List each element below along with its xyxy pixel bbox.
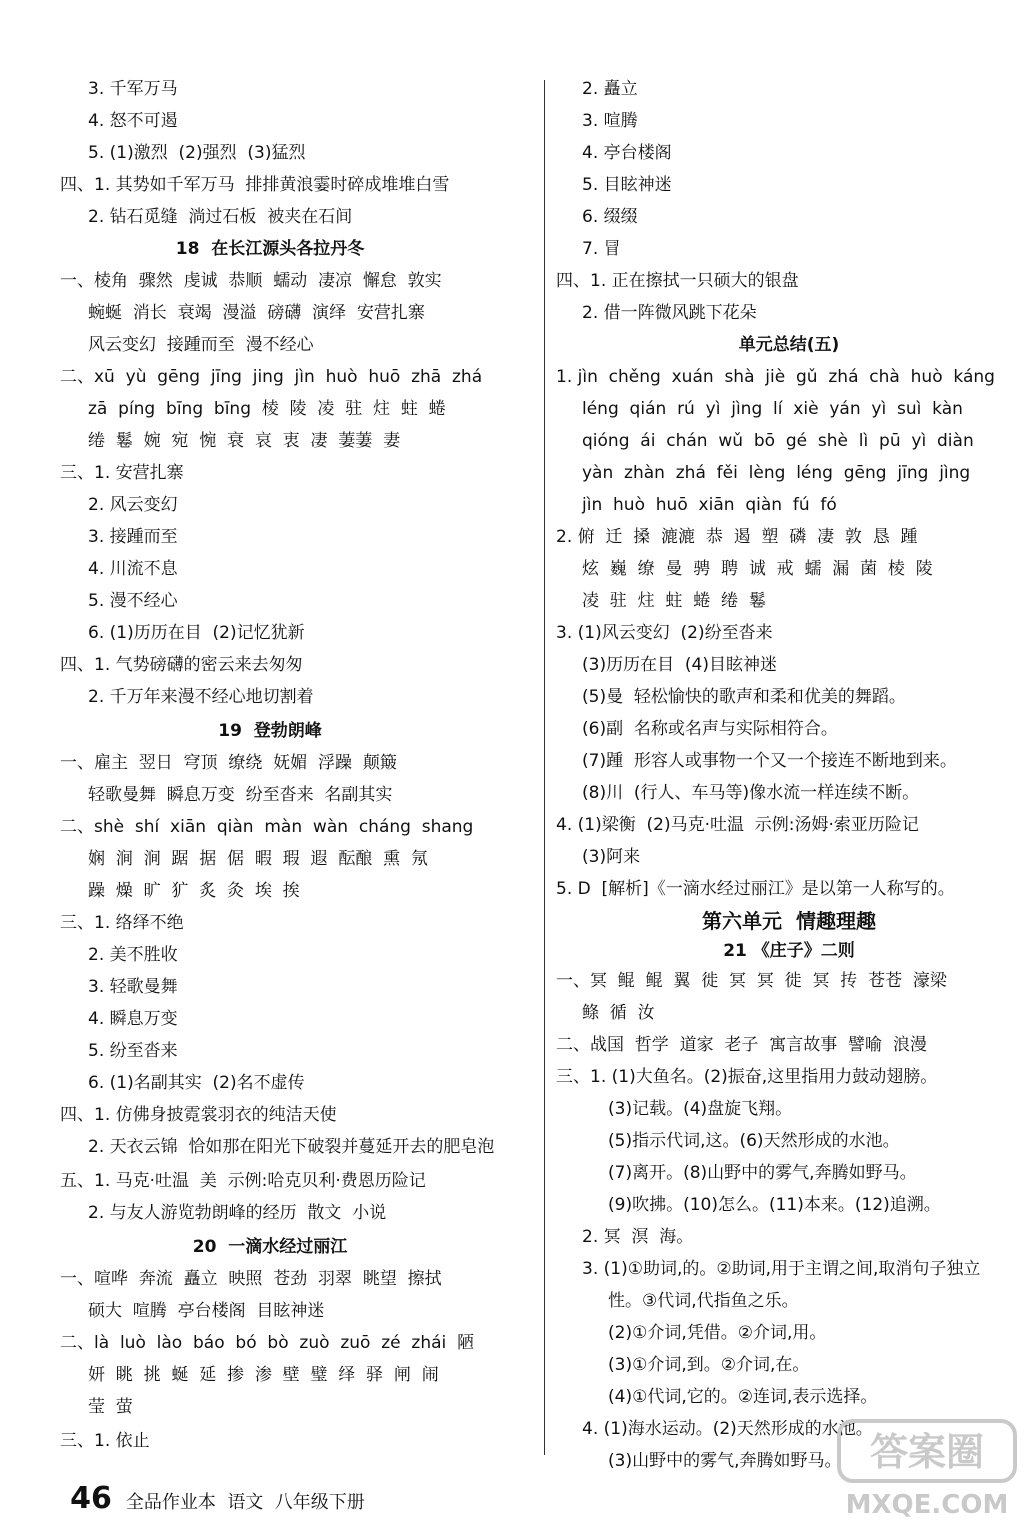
answer-line: (3)记载。(4)盘旋飞翔。 [608,1099,793,1119]
unit-summary-heading: 单元总结(五) [738,335,840,355]
answer-line: 莹 萤 [88,1397,133,1417]
answer-line: 躁 燥 旷 犷 炙 灸 埃 挨 [88,881,300,901]
answer-line: 五、1. 马克·吐温 美 示例:哈克贝利·费恩历险记 [60,1171,426,1191]
answer-line: 3. 千军万马 [88,79,178,99]
answer-line: 硕大 喧腾 亭台楼阁 目眩神迷 [88,1301,325,1321]
answer-line: 凌 驻 炷 蛀 蜷 绻 鬈 [582,591,766,611]
answer-line: 三、1. (1)大鱼名。(2)振奋,这里指用力鼓动翅膀。 [556,1067,938,1087]
answer-line: 蜿蜒 消长 衰竭 漫溢 磅礴 演绎 安营扎寨 [88,303,425,323]
answer-line: 二、xū yù gēng jīng jing jìn huò huō zhā zhá [60,367,483,387]
answer-line: 3. 喧腾 [582,111,638,131]
answer-line: (7)踵 形容人或事物一个又一个接连不断地到来。 [582,751,957,771]
answer-line: 2. 冥 溟 海。 [582,1227,694,1247]
answer-line: qióng ái chán wǔ bō gé shè lì pū yì diàn [582,431,974,451]
answer-line: 性。③代词,代指鱼之乐。 [608,1291,799,1311]
answer-line: (3)①介词,到。②介词,在。 [608,1355,810,1375]
answer-line: yàn zhàn zhá fěi lèng léng gēng jīng jìng [582,463,971,483]
answer-line: 2. 俯 迁 搡 漉漉 恭 遏 塑 磷 凄 敦 恳 踵 [556,527,918,547]
answer-line: 妍 眺 挑 蜒 延 掺 渗 壁 璧 绎 驿 闸 闹 [88,1365,439,1385]
answer-line: 6. (1)名副其实 (2)名不虚传 [88,1073,305,1093]
answer-line: 6. 缀缀 [582,207,638,227]
answer-line: 绻 鬈 婉 宛 惋 衰 哀 衷 凄 萋萋 妻 [88,431,401,451]
answer-line: (2)①介词,凭借。②介词,用。 [608,1323,827,1343]
answer-line: 4. 亭台楼阁 [582,143,672,163]
answer-line: 2. 钻石觅缝 淌过石板 被夹在石间 [88,207,353,227]
answer-line: 4. 川流不息 [88,559,178,579]
answer-line: 2. 与友人游览勃朗峰的经历 散文 小说 [88,1203,387,1223]
answer-line: 二、là luò lào báo bó bò zuò zuō zé zhái 陋 [60,1333,475,1353]
answer-line: 4. 怒不可遏 [88,111,178,131]
answer-line: (6)副 名称或名声与实际相符合。 [582,719,838,739]
answer-line: 四、1. 其势如千军万马 排排黄浪霎时碎成堆堆白雪 [60,175,450,195]
answer-line: 7. 冒 [582,239,621,259]
watermark-logo [835,1415,1020,1525]
answer-line: (9)吹拂。(10)怎么。(11)本来。(12)追溯。 [608,1195,941,1215]
answer-line: 四、1. 气势磅礴的密云来去匆匆 [60,655,303,675]
answer-line: 5. 目眩神迷 [582,175,672,195]
answer-line: 5. 漫不经心 [88,591,178,611]
answer-line: 5. (1)激烈 (2)强烈 (3)猛烈 [88,143,306,163]
answer-line: 三、1. 安营扎寨 [60,463,184,483]
answer-line: 风云变幻 接踵而至 漫不经心 [88,335,314,355]
page-number: 46 [70,1481,112,1516]
answer-line: 3. 轻歌曼舞 [88,977,178,997]
answer-line: 三、1. 络绎不绝 [60,913,184,933]
answer-line: (3)历历在目 (4)目眩神迷 [582,655,777,675]
answer-line: 2. 借一阵微风跳下花朵 [582,303,757,323]
answer-line: 3. (1)①助词,的。②助词,用于主谓之间,取消句子独立 [582,1259,981,1279]
answer-line: 1. jìn chěng xuán shà jiè gǔ zhá chà huò káng [556,367,995,387]
answer-line: 四、1. 正在擦拭一只硕大的银盘 [556,271,799,291]
answer-line: 2. 千万年来漫不经心地切割着 [88,687,314,707]
page-footer [60,1462,365,1516]
answer-line: zā píng bīng bīng 棱 陵 凌 驻 炷 蛀 蜷 [88,399,446,419]
answer-line: 轻歌曼舞 瞬息万变 纷至沓来 名副其实 [88,785,393,805]
column-divider [544,80,545,1455]
answer-line: léng qián rú yì jìng lí xiè yán yì suì kàn [582,399,963,419]
answer-line: 2. 风云变幻 [88,495,178,515]
unit-heading: 第六单元 情趣理趣 [702,909,876,933]
answer-line: 鲦 循 汝 [582,1003,655,1023]
answer-line: 一、喧哗 奔流 矗立 映照 苍劲 羽翠 眺望 擦拭 [60,1269,442,1289]
answer-line: (4)①代词,它的。②连词,表示选择。 [608,1387,878,1407]
lesson-heading: 18 在长江源头各拉丹冬 [175,239,365,259]
answer-line: (3)山野中的雾气,奔腾如野马。 [608,1451,842,1471]
watermark-domain: MXQE.COM [845,1490,1009,1520]
answer-line: 二、shè shí xiān qiàn màn wàn cháng shang [60,817,474,837]
answer-line: 三、1. 依止 [60,1431,150,1451]
answer-line: 一、棱角 骤然 虔诚 恭顺 蠕动 凄凉 懈怠 敦实 [60,271,442,291]
answer-line: 2. 美不胜收 [88,945,178,965]
answer-line: 5. D [解析]《一滴水经过丽江》是以第一人称写的。 [556,879,955,899]
answer-line: 6. (1)历历在目 (2)记忆犹新 [88,623,305,643]
answer-line: (5)曼 轻松愉快的歌声和柔和优美的舞蹈。 [582,687,906,707]
answer-line: (7)离开。(8)山野中的雾气,奔腾如野马。 [608,1163,917,1183]
answer-line: (5)指示代词,这。(6)天然形成的水池。 [608,1131,900,1151]
lesson-heading: 20 一滴水经过丽江 [192,1237,348,1257]
answer-line: 2. 矗立 [582,79,638,99]
answer-line: 4. 瞬息万变 [88,1009,178,1029]
answer-line: (3)阿来 [582,847,641,867]
answer-line: 4. (1)海水运动。(2)天然形成的水池。 [582,1419,873,1439]
book-title: 全品作业本 语文 八年级下册 [125,1492,365,1513]
answer-line: 娴 涧 涧 踞 据 倨 暇 瑕 遐 酝酿 熏 氖 [88,849,428,869]
lesson-heading: 19 登勃朗峰 [218,721,322,741]
answer-line: (8)川 (行人、车马等)像水流一样连续不断。 [582,783,920,803]
answer-line: 4. (1)梁衡 (2)马克·吐温 示例:汤姆·索亚历险记 [556,815,919,835]
answer-line: jìn huò huō xiān qiàn fú fó [582,495,837,515]
answer-line: 3. (1)风云变幻 (2)纷至沓来 [556,623,773,643]
answer-line: 5. 纷至沓来 [88,1041,178,1061]
lesson-heading: 21 《庄子》二则 [723,941,855,961]
answer-line: 一、冥 鲲 鲲 翼 徙 冥 冥 徙 冥 抟 苍苍 濠梁 [556,971,947,991]
watermark-title: 答案圈 [869,1430,985,1474]
answer-line: 3. 接踵而至 [88,527,178,547]
answer-line: 炫 巍 缭 曼 骋 聘 诚 戒 蠕 漏 菌 棱 陵 [582,559,933,579]
answer-line: 四、1. 仿佛身披霓裳羽衣的纯洁天使 [60,1105,337,1125]
answer-line: 2. 天衣云锦 恰如那在阳光下破裂并蔓延开去的肥皂泡 [88,1137,495,1157]
answer-line: 一、雇主 翌日 穹顶 缭绕 妩媚 浮躁 颠簸 [60,753,397,773]
answer-line: 二、战国 哲学 道家 老子 寓言故事 譬喻 浪漫 [556,1035,927,1055]
